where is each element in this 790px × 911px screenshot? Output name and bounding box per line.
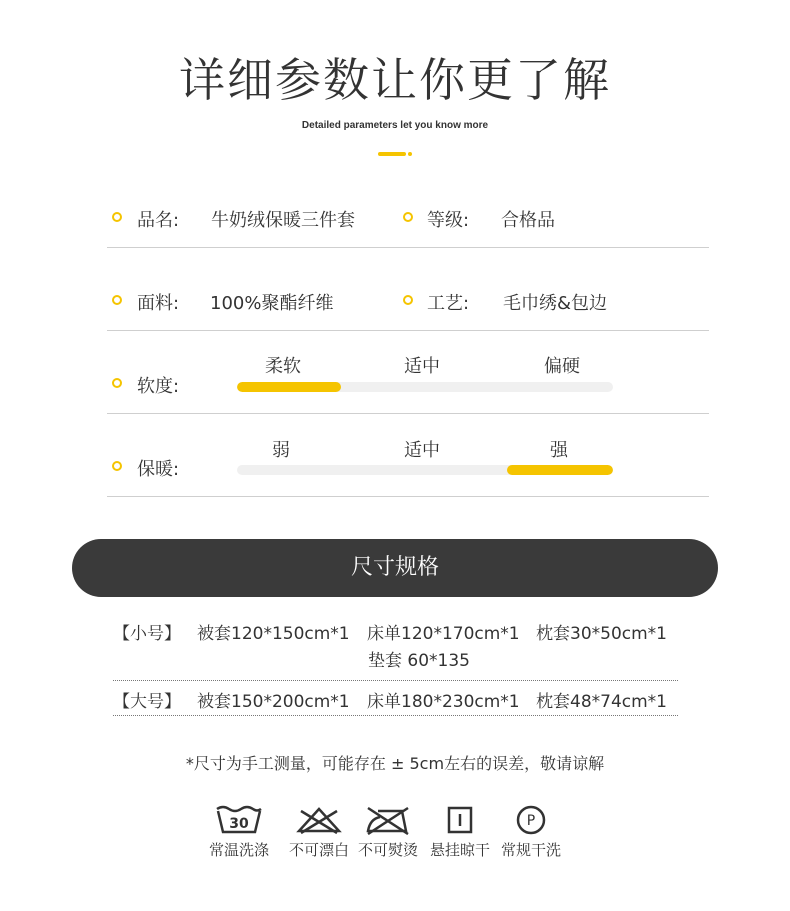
name-label: 品名: — [137, 210, 180, 231]
warmth-level-weak: 弱 — [272, 440, 290, 461]
size-small-pad: 垫套 60*135 — [368, 651, 470, 671]
dry-clean-p-icon — [507, 805, 555, 835]
care-item-dry-clean — [491, 805, 571, 860]
param-row-fabric-craft — [107, 273, 709, 331]
divider — [113, 715, 678, 716]
size-disclaimer: *尺寸为手工测量，可能存在 ± 5cm左右的误差，敬请谅解 — [185, 754, 605, 773]
wash-30-icon — [215, 805, 263, 835]
size-section-banner: 尺寸规格 — [72, 539, 718, 597]
bullet-icon — [112, 212, 122, 222]
fabric-label: 面料: — [137, 293, 180, 314]
dry-clean-p-text: P — [526, 813, 536, 829]
page-title: 详细参数让你更了解 — [179, 53, 611, 107]
title-accent-dot — [408, 152, 412, 156]
warmth-scale-track — [237, 465, 613, 475]
care-item-no-iron — [348, 805, 428, 860]
size-large-tag: 【大号】 — [113, 692, 181, 712]
softness-scale-fill — [237, 382, 341, 392]
page-subtitle: Detailed parameters let you know more — [301, 120, 489, 131]
title-accent-bar — [378, 152, 406, 156]
bullet-icon — [112, 378, 122, 388]
size-large-pillow: 枕套48*74cm*1 — [536, 692, 667, 712]
wash-30-text: 30 — [229, 816, 249, 832]
care-label-no-bleach: 不可漂白 — [288, 841, 349, 859]
bullet-icon — [112, 461, 122, 471]
hang-dry-icon — [436, 805, 484, 835]
care-item-no-bleach — [279, 805, 359, 860]
grade-label: 等级: — [427, 210, 470, 231]
param-row-warmth — [107, 414, 709, 497]
softness-level-soft: 柔软 — [265, 356, 301, 377]
param-row-name-grade — [107, 190, 709, 248]
bullet-icon — [403, 295, 413, 305]
softness-level-medium: 适中 — [404, 356, 440, 377]
grade-value: 合格品 — [501, 210, 555, 231]
warmth-label: 保暖: — [137, 459, 180, 480]
care-item-wash — [199, 805, 279, 860]
care-label-no-iron: 不可熨烫 — [357, 841, 418, 859]
care-label-dry-clean: 常规干洗 — [500, 841, 561, 859]
warmth-level-strong: 强 — [550, 440, 568, 461]
no-bleach-icon — [295, 805, 343, 835]
softness-level-hard: 偏硬 — [544, 356, 580, 377]
size-small-duvet: 被套120*150cm*1 — [197, 624, 350, 644]
name-value: 牛奶绒保暖三件套 — [211, 210, 355, 231]
size-large-duvet: 被套150*200cm*1 — [197, 692, 350, 712]
warmth-level-medium: 适中 — [404, 440, 440, 461]
care-label-hang-dry: 悬挂晾干 — [429, 841, 490, 859]
craft-label: 工艺: — [427, 293, 470, 314]
care-item-hang-dry — [420, 805, 500, 860]
bullet-icon — [403, 212, 413, 222]
size-small-tag: 【小号】 — [113, 624, 181, 644]
fabric-value: 100%聚酯纤维 — [210, 293, 334, 314]
softness-scale-track — [237, 382, 613, 392]
care-label-wash: 常温洗涤 — [208, 841, 269, 859]
bullet-icon — [112, 295, 122, 305]
warmth-scale-fill — [507, 465, 613, 475]
no-iron-icon — [364, 805, 412, 835]
size-small-pillow: 枕套30*50cm*1 — [536, 624, 667, 644]
divider — [113, 680, 678, 681]
craft-value: 毛巾绣&包边 — [503, 293, 608, 314]
softness-label: 软度: — [137, 376, 180, 397]
size-large-sheet: 床单180*230cm*1 — [367, 692, 520, 712]
size-small-sheet: 床单120*170cm*1 — [367, 624, 520, 644]
param-row-softness — [107, 331, 709, 414]
